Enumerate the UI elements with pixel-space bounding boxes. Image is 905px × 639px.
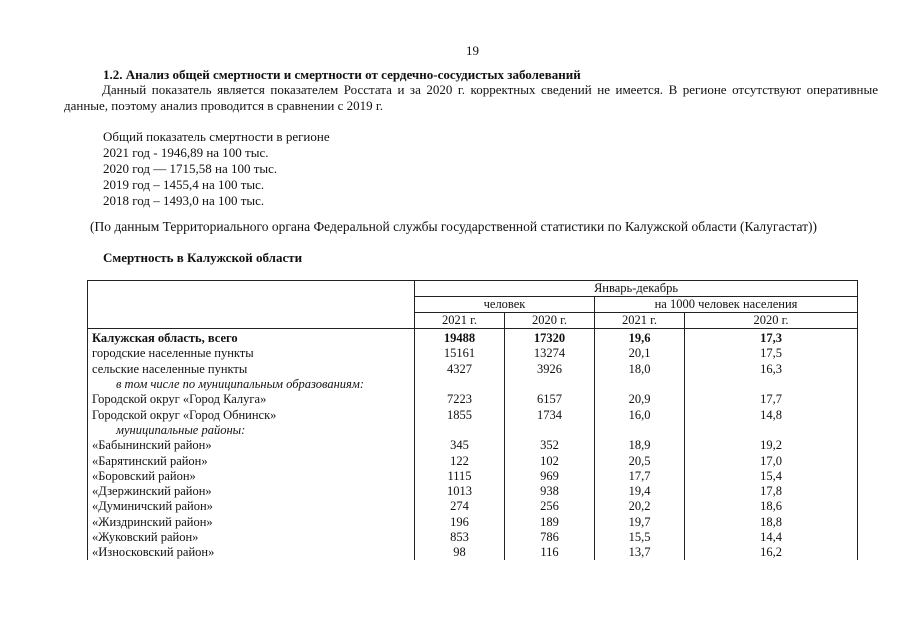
cell-persons-2020 — [505, 377, 595, 392]
cell-rate-2021: 19,7 — [595, 515, 685, 530]
cell-persons-2021: 15161 — [415, 346, 505, 361]
table-subheading-row — [88, 377, 858, 392]
cell-persons-2021: 122 — [415, 453, 505, 468]
cell-rate-2021: 20,9 — [595, 392, 685, 407]
cell-rate-2021: 17,7 — [595, 469, 685, 484]
cell-rate-2021: 20,2 — [595, 499, 685, 514]
row-label: «Жиздринский район» — [88, 515, 415, 530]
row-label: «Дзержинский район» — [88, 484, 415, 499]
header-year: 2021 г. — [595, 313, 685, 329]
cell-persons-2021: 274 — [415, 499, 505, 514]
cell-persons-2020: 6157 — [505, 392, 595, 407]
header-per-1000: на 1000 человек населения — [595, 297, 858, 313]
cell-rate-2021: 15,5 — [595, 530, 685, 545]
cell-persons-2020: 352 — [505, 438, 595, 453]
header-year: 2020 г. — [685, 313, 858, 329]
cell-rate-2020: 17,3 — [685, 329, 858, 347]
cell-rate-2020 — [685, 377, 858, 392]
table-corner-cell — [88, 281, 415, 329]
cell-rate-2021: 16,0 — [595, 407, 685, 422]
cell-rate-2020: 15,4 — [685, 469, 858, 484]
table-body — [88, 329, 858, 561]
cell-persons-2020: 938 — [505, 484, 595, 499]
row-label: «Барятинский район» — [88, 453, 415, 468]
row-label: городские населенные пункты — [88, 346, 415, 361]
table-row — [88, 484, 858, 499]
row-label: «Жуковский район» — [88, 530, 415, 545]
stats-line: 2020 год — 1715,58 на 100 тыс. — [103, 161, 278, 176]
cell-rate-2021: 19,4 — [595, 484, 685, 499]
cell-rate-2021: 18,0 — [595, 362, 685, 377]
cell-persons-2020: 102 — [505, 453, 595, 468]
cell-persons-2021: 1115 — [415, 469, 505, 484]
row-label: сельские населенные пункты — [88, 362, 415, 377]
row-label: муниципальные районы: — [88, 423, 415, 438]
cell-rate-2020: 16,2 — [685, 545, 858, 560]
cell-persons-2020: 13274 — [505, 346, 595, 361]
table-row — [88, 515, 858, 530]
stats-heading: Общий показатель смертности в регионе — [103, 129, 330, 144]
cell-persons-2021: 1855 — [415, 407, 505, 422]
cell-persons-2020: 786 — [505, 530, 595, 545]
table-row — [88, 530, 858, 545]
header-year: 2020 г. — [505, 313, 595, 329]
mortality-stats-block — [103, 129, 330, 209]
row-label: «Износковский район» — [88, 545, 415, 560]
cell-rate-2021 — [595, 423, 685, 438]
cell-persons-2021: 7223 — [415, 392, 505, 407]
cell-rate-2020: 17,8 — [685, 484, 858, 499]
table-row — [88, 329, 858, 347]
cell-rate-2020: 17,7 — [685, 392, 858, 407]
cell-rate-2020 — [685, 423, 858, 438]
cell-rate-2021 — [595, 377, 685, 392]
header-people: человек — [415, 297, 595, 313]
cell-rate-2020: 18,8 — [685, 515, 858, 530]
cell-persons-2020 — [505, 423, 595, 438]
intro-paragraph: Данный показатель является показателем Росстата и за 2020 г. корректных сведений не имеется. В регионе отсутствуют оперативные данные, поэтому анализ проводится в сравнении с 2019 г. — [64, 82, 878, 113]
cell-persons-2021 — [415, 423, 505, 438]
cell-persons-2020: 1734 — [505, 407, 595, 422]
cell-rate-2020: 14,8 — [685, 407, 858, 422]
cell-rate-2021: 19,6 — [595, 329, 685, 347]
cell-persons-2021 — [415, 377, 505, 392]
header-period: Январь-декабрь — [415, 281, 858, 297]
table-row — [88, 392, 858, 407]
cell-rate-2020: 14,4 — [685, 530, 858, 545]
row-label: Городской округ «Город Обнинск» — [88, 407, 415, 422]
cell-persons-2021: 1013 — [415, 484, 505, 499]
table-row — [88, 438, 858, 453]
cell-rate-2020: 19,2 — [685, 438, 858, 453]
cell-persons-2021: 196 — [415, 515, 505, 530]
cell-persons-2020: 116 — [505, 545, 595, 560]
cell-persons-2020: 969 — [505, 469, 595, 484]
page-number: 19 — [466, 43, 479, 58]
stats-line: 2018 год – 1493,0 на 100 тыс. — [103, 193, 265, 208]
stats-line: 2021 год - 1946,89 на 100 тыс. — [103, 145, 269, 160]
table-title: Смертность в Калужской области — [103, 250, 303, 265]
table-row — [88, 545, 858, 560]
table-row — [88, 453, 858, 468]
cell-persons-2021: 853 — [415, 530, 505, 545]
table-row — [88, 346, 858, 361]
cell-rate-2020: 18,6 — [685, 499, 858, 514]
cell-persons-2021: 98 — [415, 545, 505, 560]
cell-persons-2020: 17320 — [505, 329, 595, 347]
row-label: «Бабынинский район» — [88, 438, 415, 453]
mortality-table — [87, 280, 858, 560]
cell-persons-2021: 345 — [415, 438, 505, 453]
cell-persons-2020: 3926 — [505, 362, 595, 377]
cell-rate-2021: 13,7 — [595, 545, 685, 560]
cell-rate-2021: 20,1 — [595, 346, 685, 361]
table-row — [88, 469, 858, 484]
cell-rate-2021: 20,5 — [595, 453, 685, 468]
table-subheading-row — [88, 423, 858, 438]
cell-persons-2020: 256 — [505, 499, 595, 514]
row-label: Калужская область, всего — [88, 329, 415, 347]
table-row — [88, 407, 858, 422]
row-label: Городской округ «Город Калуга» — [88, 392, 415, 407]
row-label: «Думиничский район» — [88, 499, 415, 514]
stats-line: 2019 год – 1455,4 на 100 тыс. — [103, 177, 265, 192]
cell-persons-2020: 189 — [505, 515, 595, 530]
source-note: (По данным Территориального органа Федеральной службы государственной статистики по Калужской области (Калугастат)) — [90, 219, 818, 234]
cell-persons-2021: 4327 — [415, 362, 505, 377]
cell-persons-2021: 19488 — [415, 329, 505, 347]
cell-rate-2020: 17,5 — [685, 346, 858, 361]
row-label: в том числе по муниципальным образованиям: — [88, 377, 415, 392]
section-title: 1.2. Анализ общей смертности и смертности от сердечно-сосудистых заболеваний — [103, 67, 581, 82]
header-year: 2021 г. — [415, 313, 505, 329]
cell-rate-2021: 18,9 — [595, 438, 685, 453]
row-label: «Боровский район» — [88, 469, 415, 484]
cell-rate-2020: 16,3 — [685, 362, 858, 377]
table-row — [88, 499, 858, 514]
table-row — [88, 362, 858, 377]
cell-rate-2020: 17,0 — [685, 453, 858, 468]
